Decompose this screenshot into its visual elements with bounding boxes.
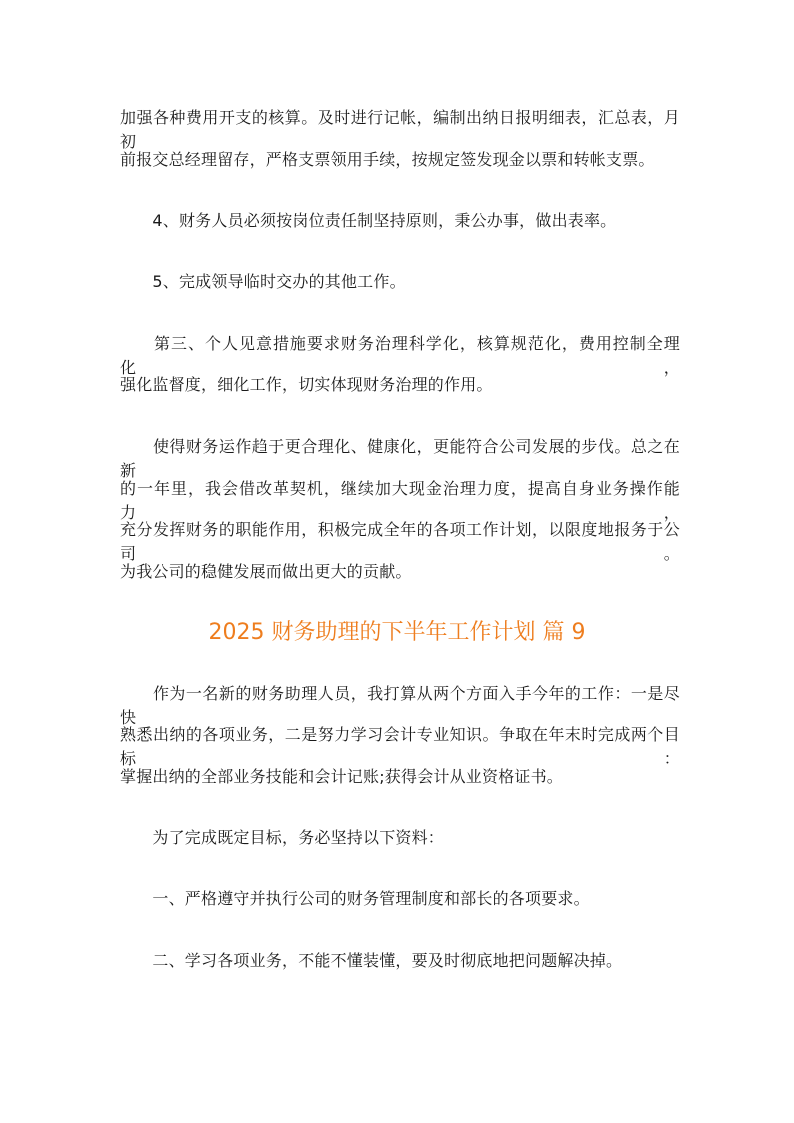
paragraph-line: 强化监督度，细化工作，切实体现财务治理的作用。	[120, 375, 493, 394]
paragraph-line: 掌握出纳的全部业务技能和会计记账;获得会计从业资格证书。	[120, 767, 563, 786]
paragraph-line: 的一年里，我会借改革契机，继续加大现金治理力度，提高自身业务操作能力，	[120, 479, 680, 522]
paragraph-line: 一、严格遵守并执行公司的财务管理制度和部长的各项要求。	[120, 889, 590, 908]
paragraph-line: 二、学习各项业务，不能不懂装懂，要及时彻底地把问题解决掉。	[120, 951, 623, 970]
paragraph-line: 熟悉出纳的各项业务，二是努力学习会计专业知识。争取在年末时完成两个目标：	[120, 725, 680, 768]
paragraph-line: 使得财务运作趋于更合理化、健康化，更能符合公司发展的步伐。总之在新	[120, 437, 680, 480]
paragraph-line: 4、财务人员必须按岗位责任制坚持原则，秉公办事，做出表率。	[120, 211, 617, 230]
paragraph-line: 前报交总经理留存，严格支票领用手续，按规定签发现金以票和转帐支票。	[120, 150, 655, 169]
section-heading: 2025 财务助理的下半年工作计划 篇 9	[208, 620, 586, 645]
paragraph-line: 作为一名新的财务助理人员，我打算从两个方面入手今年的工作：一是尽快	[120, 684, 680, 727]
paragraph-line: 为了完成既定目标，务必坚持以下资料：	[120, 828, 445, 847]
paragraph-line: 5、完成领导临时交办的其他工作。	[120, 272, 406, 291]
paragraph-line: 加强各种费用开支的核算。及时进行记帐，编制出纳日报明细表，汇总表，月初	[120, 108, 680, 151]
paragraph-line: 充分发挥财务的职能作用，积极完成全年的各项工作计划，以限度地报务于公司。	[120, 520, 680, 563]
paragraph-line: 第三、个人见意措施要求财务治理科学化，核算规范化，费用控制全理化，	[120, 334, 680, 377]
paragraph-line: 为我公司的稳健发展而做出更大的贡献。	[120, 562, 412, 581]
